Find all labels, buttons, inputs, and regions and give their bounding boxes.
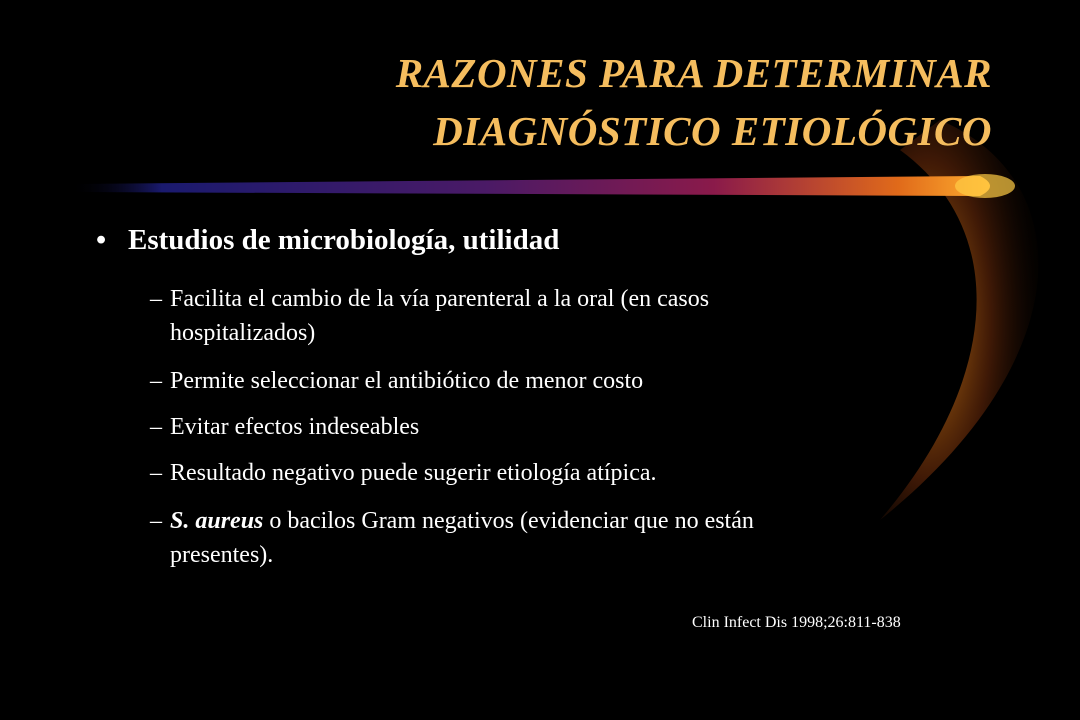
- subitem-1-line1: Facilita el cambio de la vía parenteral a la oral (en casos: [170, 286, 710, 312]
- dash-marker: –: [150, 460, 162, 486]
- subitem-1-line2: hospitalizados): [170, 320, 316, 346]
- title-line-1: RAZONES PARA DETERMINAR: [395, 50, 992, 96]
- dash-marker: –: [150, 286, 162, 312]
- subitem-3-text: Evitar efectos indeseables: [170, 414, 420, 440]
- subitem-4-text: Resultado negativo puede sugerir etiología atípica.: [170, 460, 657, 486]
- dash-marker: –: [150, 508, 162, 534]
- subitem-5-line1: [170, 504, 754, 538]
- slide-title: [92, 44, 992, 160]
- bullet-label: Estudios de microbiología, utilidad: [128, 224, 560, 256]
- title-line-2: DIAGNÓSTICO ETIOLÓGICO: [433, 108, 992, 154]
- swoosh-glow: [955, 174, 1015, 198]
- citation: Clin Infect Dis 1998;26:811-838: [692, 614, 901, 631]
- subitem-5-line2: presentes).: [170, 542, 274, 568]
- dash-marker: –: [150, 414, 162, 440]
- bullet-marker: •: [96, 224, 107, 256]
- swoosh-bar: [70, 176, 990, 196]
- subitem-2-text: Permite seleccionar el antibiótico de menor costo: [170, 368, 644, 394]
- dash-marker: –: [150, 368, 162, 394]
- subitem-5-rest: o bacilos Gram negativos (evidenciar que no están: [263, 508, 754, 534]
- organism-name: S. aureus: [170, 508, 264, 534]
